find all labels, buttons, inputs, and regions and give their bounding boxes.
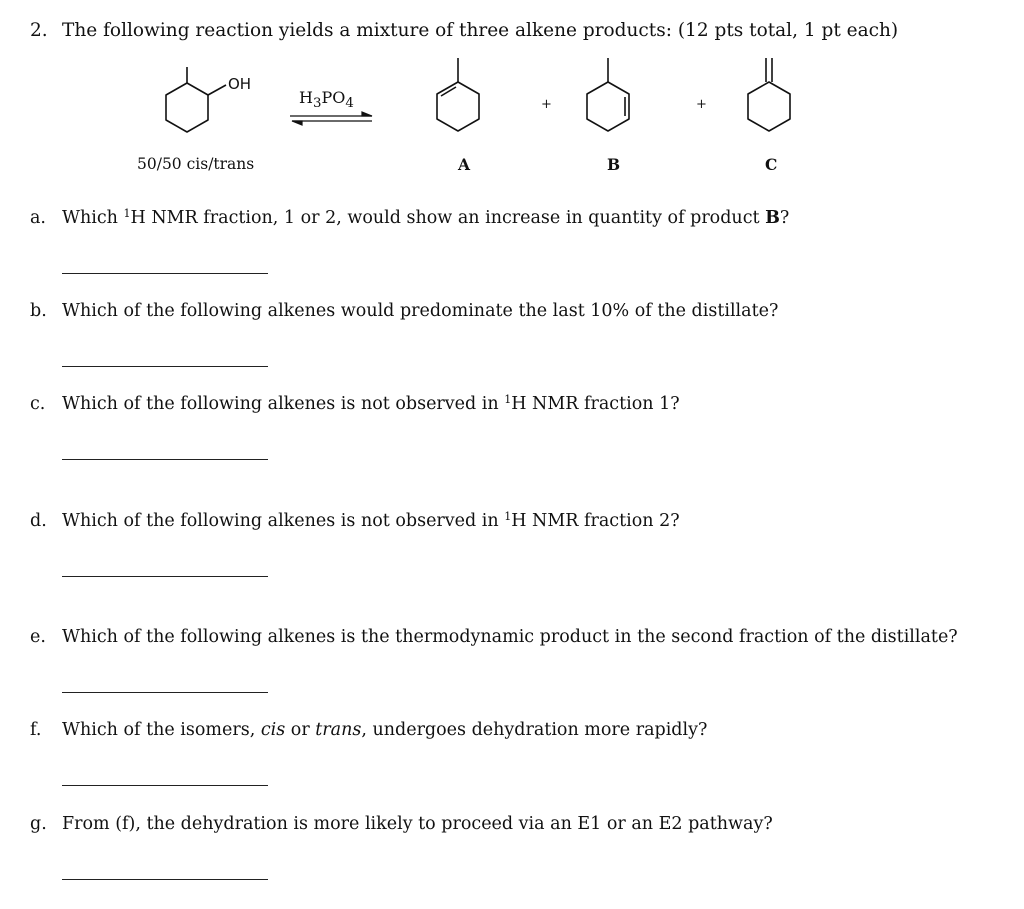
- question-g-text: From (f), the dehydration is more likely to proceed via an E1 or an E2 pathway?: [62, 814, 773, 834]
- question-d-post: H NMR fraction 2?: [511, 511, 680, 531]
- question-a-mid: H NMR fraction, 1 or 2, would show an increase in quantity of product: [130, 208, 766, 228]
- question-f-mid: or: [285, 720, 316, 740]
- answer-line-f[interactable]: [62, 785, 268, 786]
- hydroxyl-label: OH: [228, 75, 252, 93]
- question-f-text: [62, 720, 707, 740]
- question-b-label: b.: [30, 301, 47, 321]
- product-a-label: A: [458, 155, 471, 174]
- answer-line-c[interactable]: [62, 459, 268, 460]
- question-number: 2.: [30, 20, 48, 41]
- reagent-prefix: H: [299, 88, 313, 107]
- answer-line-b[interactable]: [62, 366, 268, 367]
- superscript-1: 1: [504, 510, 512, 523]
- question-a-post: ?: [779, 208, 790, 228]
- reagent-label: [299, 88, 354, 111]
- reactant-structure: [166, 67, 226, 132]
- answer-line-a[interactable]: [62, 273, 268, 274]
- answer-line-g[interactable]: [62, 879, 268, 880]
- question-c-text: [62, 394, 680, 414]
- reagent-sub1: 3: [312, 96, 322, 112]
- question-d-pre: Which of the following alkenes is not observed in: [62, 511, 505, 531]
- product-b-structure: [587, 58, 629, 131]
- question-c-label: c.: [30, 394, 46, 414]
- superscript-1: 1: [504, 393, 512, 406]
- question-c-pre: Which of the following alkenes is not observed in: [62, 394, 505, 414]
- answer-line-e[interactable]: [62, 692, 268, 693]
- question-a-bold: B: [765, 208, 780, 228]
- question-e-text: Which of the following alkenes is the thermodynamic product in the second fraction of the distillate?: [62, 627, 958, 647]
- question-a-label: a.: [30, 208, 46, 228]
- equilibrium-arrow: [290, 112, 372, 125]
- answer-line-d[interactable]: [62, 576, 268, 577]
- product-c-structure: [748, 58, 790, 131]
- superscript-1: 1: [123, 207, 131, 220]
- question-e-label: e.: [30, 627, 46, 647]
- plus-sign: +: [541, 97, 552, 112]
- question-f-label: f.: [30, 720, 42, 740]
- question-g-label: g.: [30, 814, 47, 834]
- question-f-post: , undergoes dehydration more rapidly?: [361, 720, 708, 740]
- question-a-text: [62, 208, 789, 228]
- plus-sign: +: [696, 97, 707, 112]
- product-b-label: B: [607, 155, 621, 174]
- reagent-mid: PO: [321, 88, 346, 107]
- question-a-pre: Which: [62, 208, 124, 228]
- reactant-label: 50/50 cis/trans: [137, 155, 255, 173]
- product-c-label: C: [765, 155, 778, 174]
- question-text: The following reaction yields a mixture of three alkene products: (12 pts total, 1 pt each): [62, 20, 899, 41]
- question-d-text: [62, 511, 680, 531]
- question-c-post: H NMR fraction 1?: [511, 394, 680, 414]
- question-f-pre: Which of the isomers,: [62, 720, 261, 740]
- question-f-cis: cis: [260, 720, 286, 740]
- question-b-text: Which of the following alkenes would predominate the last 10% of the distillate?: [62, 301, 779, 321]
- question-f-trans: trans: [315, 720, 362, 740]
- question-d-label: d.: [30, 511, 47, 531]
- reagent-sub2: 4: [345, 96, 354, 112]
- product-a-structure: [437, 58, 479, 131]
